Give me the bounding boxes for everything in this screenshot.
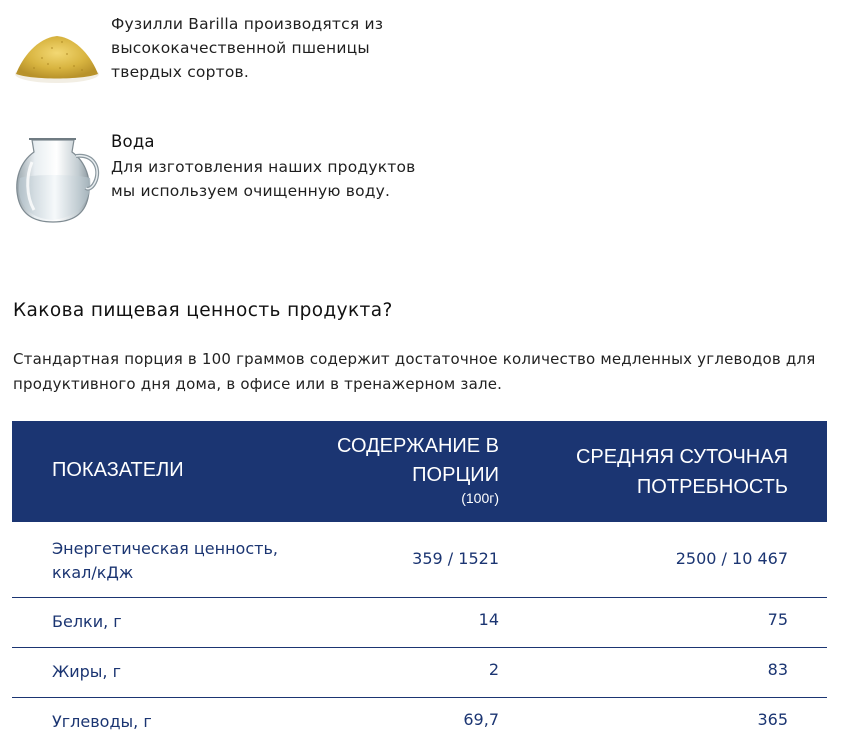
row-portion: 2 xyxy=(488,660,499,679)
water-pitcher-icon xyxy=(12,132,102,224)
row-name: Углеводы, г xyxy=(52,712,152,731)
ingredient-water-title: Вода xyxy=(111,132,155,151)
row-daily: 365 xyxy=(757,710,788,729)
row-daily: 83 xyxy=(767,660,788,679)
ingredient-water-text xyxy=(111,130,431,203)
nutrition-heading: Какова пищевая ценность продукта? xyxy=(13,300,393,321)
row-name: Жиры, г xyxy=(52,662,121,681)
table-row xyxy=(12,648,827,698)
header-portion-label: СОДЕРЖАНИЕ В ПОРЦИИ xyxy=(337,435,499,486)
ingredient-water-description: Для изготовления наших продуктов мы используем очищенную воду. xyxy=(111,158,416,200)
header-daily: СРЕДНЯЯ СУТОЧНАЯ ПОТРЕБНОСТЬ xyxy=(575,446,788,498)
nutrition-description: Стандартная порция в 100 граммов содержит достаточное количество медленных углеводов для продуктивного дня дома, в офисе или в тренажерном зале. xyxy=(13,350,816,393)
header-portion-sub: (100г) xyxy=(461,490,499,506)
row-daily: 75 xyxy=(767,610,788,629)
ingredient-wheat-text: Фузилли Barilla производятся из высококачественной пшеницы твердых сортов. xyxy=(111,15,384,81)
table-row xyxy=(12,598,827,648)
table-header xyxy=(12,421,827,522)
nutrition-table xyxy=(12,421,827,747)
row-portion: 69,7 xyxy=(463,710,499,729)
table-row xyxy=(12,522,827,598)
row-portion: 14 xyxy=(478,610,499,629)
semolina-icon xyxy=(12,28,102,88)
row-name: Белки, г xyxy=(52,612,122,631)
row-daily: 2500 / 10 467 xyxy=(675,549,788,568)
row-portion: 359 / 1521 xyxy=(412,549,499,568)
header-portion xyxy=(269,432,499,506)
header-indicator: ПОКАЗАТЕЛИ xyxy=(52,459,184,481)
row-name: Энергетическая ценность, ккал/кДж xyxy=(52,539,278,582)
table-row xyxy=(12,698,827,747)
